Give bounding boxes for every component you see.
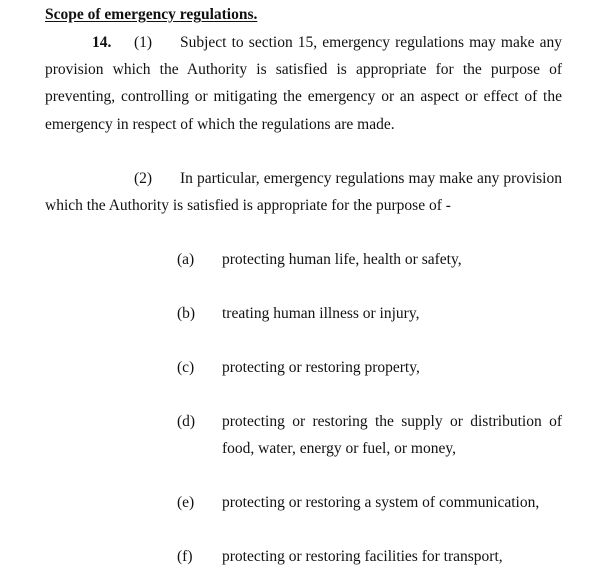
paragraph-c-text: protecting or restoring property, bbox=[222, 359, 420, 376]
paragraph-d-text-line-2: food, water, energy or fuel, or money, bbox=[222, 440, 456, 457]
paragraph-a-label: (a) bbox=[177, 251, 195, 268]
subsection-1-label: (1) bbox=[134, 34, 153, 51]
subsection-1-line-4: emergency in respect of which the regulations are made. bbox=[45, 116, 395, 133]
paragraph-e-text: protecting or restoring a system of communication, bbox=[222, 494, 540, 511]
paragraph-b-text: treating human illness or injury, bbox=[222, 305, 420, 322]
subsection-2-line-2: which the Authority is satisfied is appropriate for the purpose of - bbox=[45, 197, 451, 214]
paragraph-d-text-line-1: protecting or restoring the supply or distribution of bbox=[222, 413, 562, 430]
subsection-2-label: (2) bbox=[134, 170, 153, 187]
paragraph-c-label: (c) bbox=[177, 359, 195, 376]
subsection-1-line-1: Subject to section 15, emergency regulations may make any bbox=[180, 34, 562, 51]
paragraph-d-label: (d) bbox=[177, 413, 196, 430]
section-number: 14. bbox=[92, 34, 112, 51]
subsection-1-line-2: provision which the Authority is satisfied is appropriate for the purpose of bbox=[45, 61, 562, 78]
paragraph-f-label: (f) bbox=[177, 548, 193, 565]
subsection-2-line-1: In particular, emergency regulations may make any provision bbox=[180, 170, 562, 187]
paragraph-f-text: protecting or restoring facilities for transport, bbox=[222, 548, 503, 565]
subsection-1-line-3: preventing, controlling or mitigating the emergency or an aspect or effect of the bbox=[45, 88, 562, 105]
paragraph-b-label: (b) bbox=[177, 305, 196, 322]
section-heading: Scope of emergency regulations. bbox=[45, 6, 258, 23]
paragraph-a-text: protecting human life, health or safety, bbox=[222, 251, 462, 268]
paragraph-e-label: (e) bbox=[177, 494, 195, 511]
